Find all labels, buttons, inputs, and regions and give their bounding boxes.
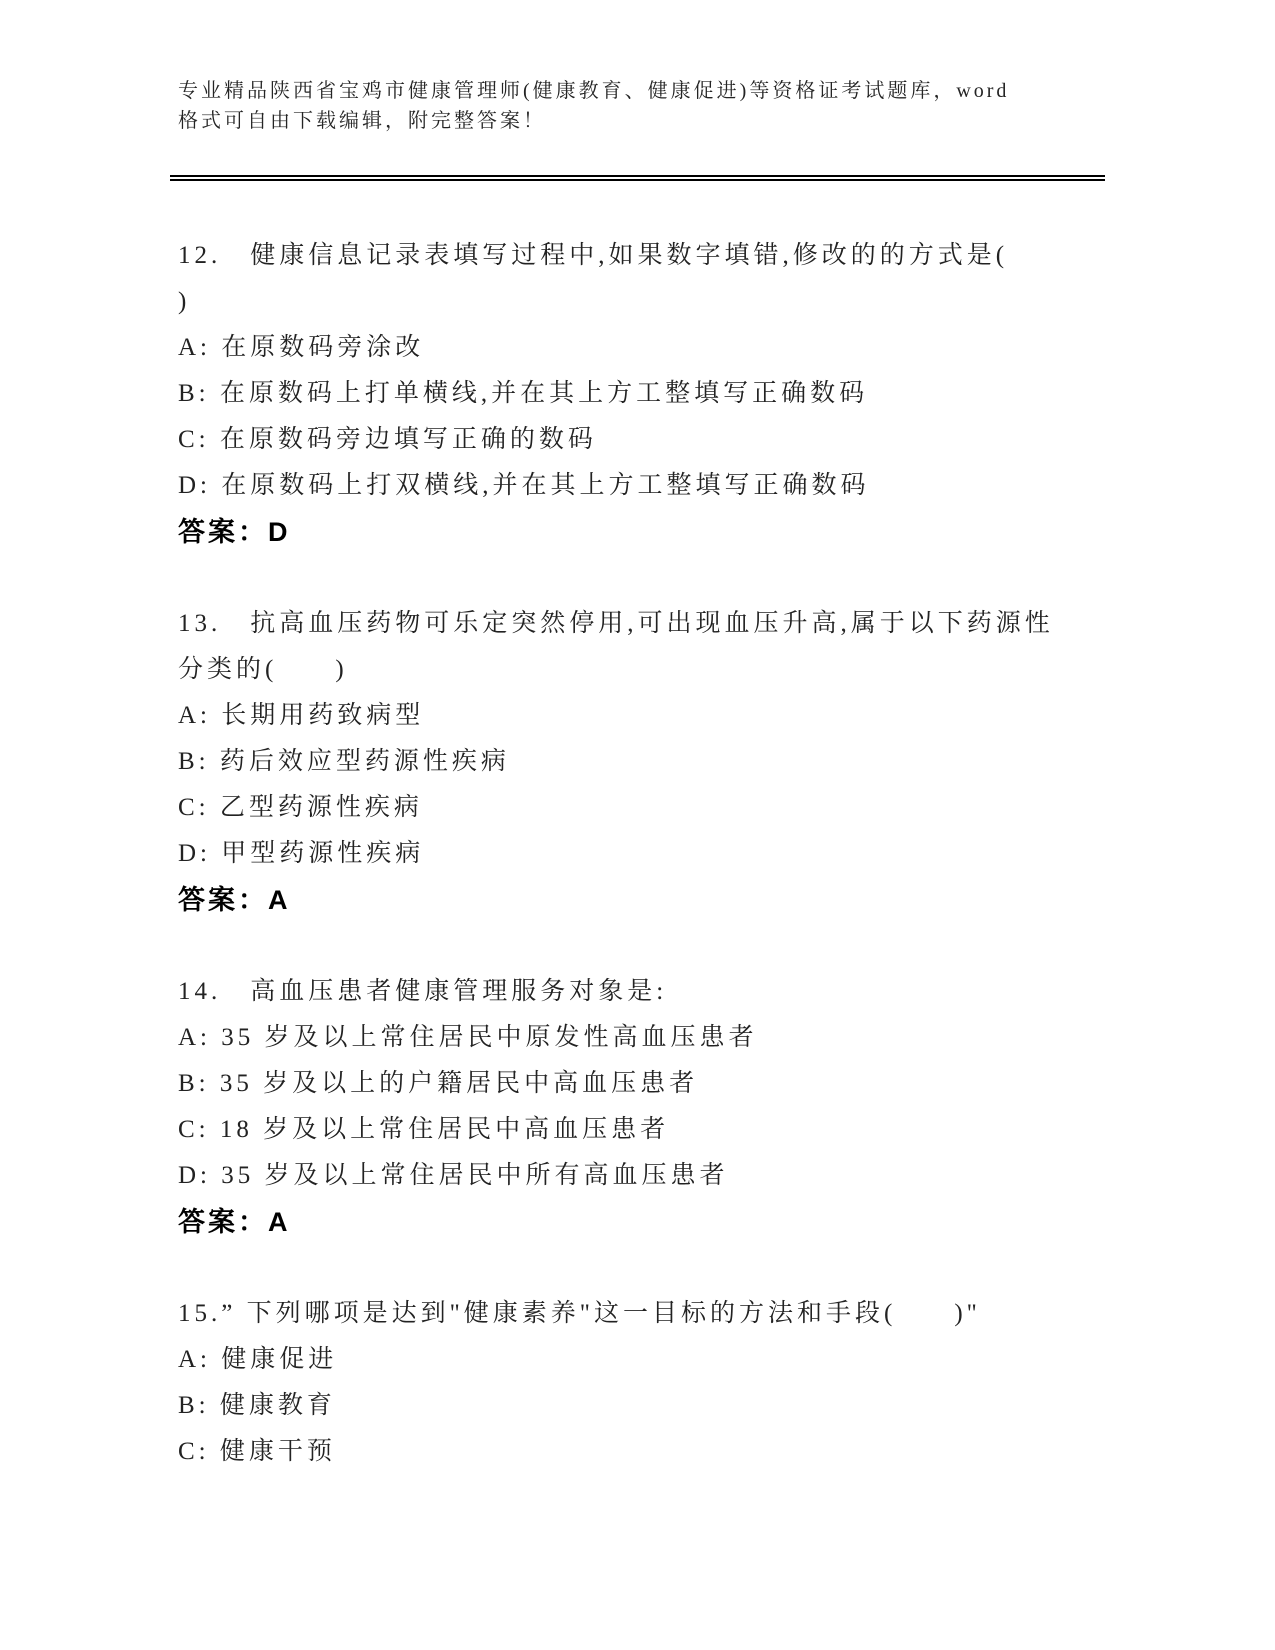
page-header (170, 0, 1105, 136)
question-text: 14. 高血压患者健康管理服务对象是: (178, 978, 668, 1005)
answer-text: 答案：A (178, 885, 291, 915)
question-block-14 (178, 970, 1105, 1244)
option-text: D: 35 岁及以上常住居民中所有高血压患者 (178, 1162, 729, 1189)
question-list (170, 181, 1105, 1474)
question-text: ) (178, 288, 191, 315)
option-text: A: 长期用药致病型 (178, 702, 425, 729)
answer-text: 答案：A (178, 1207, 291, 1237)
option-text: D: 甲型药源性疾病 (178, 840, 425, 867)
option-text: A: 在原数码旁涂改 (178, 334, 425, 361)
option-text: C: 在原数码旁边填写正确的数码 (178, 426, 597, 453)
option-text: B: 在原数码上打单横线,并在其上方工整填写正确数码 (178, 380, 869, 407)
question-text: 13. 抗高血压药物可乐定突然停用,可出现血压升高,属于以下药源性 (178, 610, 1054, 637)
question-block-12 (178, 234, 1105, 554)
option-text: B: 药后效应型药源性疾病 (178, 748, 510, 775)
option-text: C: 18 岁及以上常住居民中高血压患者 (178, 1116, 670, 1143)
answer-text: 答案：D (178, 517, 291, 547)
option-text: B: 健康教育 (178, 1392, 336, 1419)
option-text: A: 健康促进 (178, 1346, 338, 1373)
question-text: 15.” 下列哪项是达到"健康素养"这一目标的方法和手段( )" (178, 1300, 981, 1327)
question-block-13 (178, 602, 1105, 922)
option-text: D: 在原数码上打双横线,并在其上方工整填写正确数码 (178, 472, 870, 499)
page-content (170, 0, 1105, 1474)
header-line-2: 格式可自由下载编辑，附完整答案！ (178, 110, 546, 132)
question-text: 分类的( ) (178, 656, 348, 683)
header-line-1: 专业精品陕西省宝鸡市健康管理师(健康教育、健康促进)等资格证考试题库，word (178, 80, 1010, 102)
option-text: C: 乙型药源性疾病 (178, 794, 423, 821)
question-block-15 (178, 1292, 1105, 1474)
option-text: A: 35 岁及以上常住居民中原发性高血压患者 (178, 1024, 758, 1051)
option-text: B: 35 岁及以上的户籍居民中高血压患者 (178, 1070, 699, 1097)
question-text: 12. 健康信息记录表填写过程中,如果数字填错,修改的的方式是( (178, 242, 1009, 269)
option-text: C: 健康干预 (178, 1438, 336, 1465)
